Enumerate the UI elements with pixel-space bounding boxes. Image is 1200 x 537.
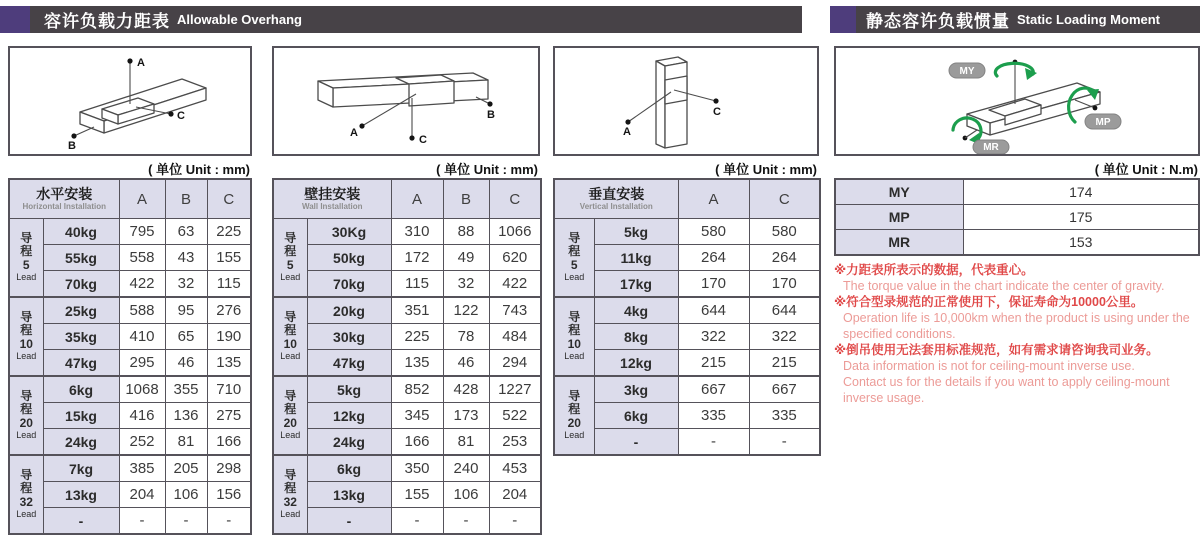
value-cell-A: - <box>119 508 165 535</box>
table-row <box>9 455 251 482</box>
lead-char: 程 <box>20 481 33 496</box>
lead-group-cell <box>273 376 307 455</box>
value-cell-C: 1066 <box>489 219 541 245</box>
vertical-installation-block <box>553 46 819 456</box>
wall-installation-table <box>272 178 542 535</box>
load-cell: - <box>594 429 678 456</box>
lead-group-cell <box>9 455 43 534</box>
static-loading-moment-block <box>834 46 1200 406</box>
table-row <box>273 482 541 508</box>
table-row <box>554 324 820 350</box>
table-row <box>554 376 820 403</box>
value-cell-B: 95 <box>165 297 207 324</box>
table-row <box>9 297 251 324</box>
value-cell-A: 115 <box>391 271 443 298</box>
header-title-en: Allowable Overhang <box>177 12 302 27</box>
value-cell-A: 166 <box>391 429 443 456</box>
lead-suffix: Lead <box>16 509 37 520</box>
table-row <box>9 271 251 298</box>
lead-char: 20 <box>19 415 33 430</box>
table-head <box>554 179 820 219</box>
value-cell-A: - <box>391 508 443 535</box>
load-cell: 25kg <box>43 297 119 324</box>
horizontal-installation-table <box>8 178 252 535</box>
header-title-en: Static Loading Moment <box>1017 12 1160 27</box>
value-cell-A: 322 <box>678 324 749 350</box>
table-title-cell <box>9 179 119 219</box>
lead-char: 程 <box>568 323 581 338</box>
table-row <box>273 324 541 350</box>
table-row <box>554 297 820 324</box>
value-cell-B: 81 <box>443 429 489 456</box>
table-row <box>554 219 820 245</box>
value-cell-B: 106 <box>443 482 489 508</box>
value-cell-A: 416 <box>119 403 165 429</box>
moment-row <box>835 179 1199 205</box>
lead-char: 导 <box>568 230 581 245</box>
header-accent-square <box>830 6 856 33</box>
value-cell-B: 49 <box>443 245 489 271</box>
value-cell-C: 743 <box>489 297 541 324</box>
value-cell-B: 46 <box>443 350 489 377</box>
value-cell-B: - <box>165 508 207 535</box>
value-cell-B: 355 <box>165 376 207 403</box>
vertical-diagram-box <box>553 46 819 156</box>
table-row <box>9 482 251 508</box>
table-head <box>273 179 541 219</box>
value-cell-A: 558 <box>119 245 165 271</box>
point-a-label: A <box>350 127 358 139</box>
moment-value-MR: 153 <box>963 230 1199 256</box>
header-row <box>273 179 541 219</box>
value-cell-A: 252 <box>119 429 165 456</box>
value-cell-C: 225 <box>207 219 251 245</box>
lead-suffix: Lead <box>16 351 37 362</box>
point-c-label: C <box>177 110 185 122</box>
table-row <box>273 455 541 482</box>
lead-char: 导 <box>568 309 581 324</box>
load-cell: 40kg <box>43 219 119 245</box>
load-cell: 12kg <box>307 403 391 429</box>
point-b-label: B <box>487 109 495 121</box>
lead-suffix: Lead <box>16 272 37 283</box>
load-cell: 24kg <box>43 429 119 456</box>
value-cell-C: 115 <box>207 271 251 298</box>
unit-label-mm: ( 单位 Unit : mm) <box>436 162 538 177</box>
lead-suffix: Lead <box>280 509 301 520</box>
point-c-label: C <box>419 134 427 146</box>
value-cell-A: 351 <box>391 297 443 324</box>
lead-group-cell <box>554 376 594 455</box>
lead-char: 10 <box>19 336 33 351</box>
load-cell: 17kg <box>594 271 678 298</box>
load-cell: 55kg <box>43 245 119 271</box>
table-row <box>9 403 251 429</box>
value-cell-B: 122 <box>443 297 489 324</box>
note-english: Operation life is 10,000km when the product is using under the specified conditions. <box>843 311 1190 341</box>
value-cell-C: 294 <box>489 350 541 377</box>
load-cell: 5kg <box>594 219 678 245</box>
table-body <box>9 219 251 535</box>
moment-mp-label: MP <box>1095 117 1111 128</box>
lead-suffix: Lead <box>16 430 37 441</box>
table-row <box>554 271 820 298</box>
value-cell-C: 190 <box>207 324 251 350</box>
value-cell-B: 173 <box>443 403 489 429</box>
value-cell-C: 422 <box>489 271 541 298</box>
lead-group-cell <box>554 219 594 298</box>
note-english: Data information is not for ceiling-mount inverse use. <box>843 359 1135 373</box>
moment-my-label: MY <box>959 66 975 77</box>
moment-label-MP: MP <box>835 205 963 230</box>
value-cell-A: 588 <box>119 297 165 324</box>
lead-char: 导 <box>284 388 297 403</box>
load-cell: 8kg <box>594 324 678 350</box>
lead-char: 导 <box>20 388 33 403</box>
note-english: The torque value in the chart indicate the center of gravity. <box>843 279 1165 293</box>
value-cell-A: 225 <box>391 324 443 350</box>
value-cell-C: - <box>749 429 820 456</box>
value-cell-A: 135 <box>391 350 443 377</box>
lead-char: 导 <box>20 230 33 245</box>
lead-char: 程 <box>284 481 297 496</box>
header-row <box>9 179 251 219</box>
moment-label-MR: MR <box>835 230 963 256</box>
lead-suffix: Lead <box>280 272 301 283</box>
value-cell-B: 136 <box>165 403 207 429</box>
value-cell-A: 335 <box>678 403 749 429</box>
header-title-cn: 容许负载力距表 <box>44 12 170 31</box>
column-header-B: B <box>443 179 489 219</box>
value-cell-B: 240 <box>443 455 489 482</box>
point-a-label: A <box>623 126 631 138</box>
value-cell-C: 335 <box>749 403 820 429</box>
unit-label-nm: ( 单位 Unit : N.m) <box>1094 162 1198 177</box>
load-cell: 7kg <box>43 455 119 482</box>
load-cell: 12kg <box>594 350 678 377</box>
load-cell: 3kg <box>594 376 678 403</box>
value-cell-C: 522 <box>489 403 541 429</box>
lead-char: 程 <box>568 402 581 417</box>
value-cell-A: 350 <box>391 455 443 482</box>
wall-installation-diagram <box>274 48 538 154</box>
table-row <box>9 508 251 535</box>
value-cell-C: 253 <box>489 429 541 456</box>
column-header-B: B <box>165 179 207 219</box>
load-cell: 4kg <box>594 297 678 324</box>
moment-value-MP: 175 <box>963 205 1199 230</box>
lead-char: 10 <box>567 336 581 351</box>
lead-char: 导 <box>20 309 33 324</box>
table-row <box>9 324 251 350</box>
value-cell-C: 298 <box>207 455 251 482</box>
value-cell-C: 204 <box>489 482 541 508</box>
vertical-installation-diagram <box>555 48 817 154</box>
lead-suffix: Lead <box>564 430 585 441</box>
lead-char: 32 <box>19 494 33 509</box>
value-cell-C: 264 <box>749 245 820 271</box>
point-c-label: C <box>713 106 721 118</box>
static-loading-moment-table <box>834 178 1200 256</box>
section-header-static-loading-moment <box>830 6 1200 33</box>
moment-row <box>835 205 1199 230</box>
load-cell: 30Kg <box>307 219 391 245</box>
lead-char: 导 <box>284 309 297 324</box>
lead-char: 5 <box>22 257 30 272</box>
note-chinese: ※符合型录规范的正常使用下，保证寿命为10000公里。 <box>834 295 1144 309</box>
value-cell-C: 276 <box>207 297 251 324</box>
value-cell-A: 580 <box>678 219 749 245</box>
moment-label-MY: MY <box>835 179 963 205</box>
value-cell-B: 63 <box>165 219 207 245</box>
value-cell-A: 795 <box>119 219 165 245</box>
value-cell-B: 32 <box>165 271 207 298</box>
value-cell-A: 155 <box>391 482 443 508</box>
lead-char: 程 <box>20 323 33 338</box>
table-row <box>9 429 251 456</box>
value-cell-C: 644 <box>749 297 820 324</box>
value-cell-C: 1227 <box>489 376 541 403</box>
column-header-A: A <box>678 179 749 219</box>
column-header-C: C <box>749 179 820 219</box>
value-cell-C: - <box>489 508 541 535</box>
value-cell-C: 135 <box>207 350 251 377</box>
value-cell-B: 205 <box>165 455 207 482</box>
moment-value-MY: 174 <box>963 179 1199 205</box>
lead-char: 程 <box>20 402 33 417</box>
load-cell: 30kg <box>307 324 391 350</box>
lead-char: 5 <box>286 257 294 272</box>
wall-diagram-box <box>272 46 540 156</box>
load-cell: 35kg <box>43 324 119 350</box>
table-title-en: Wall Installation <box>301 202 363 212</box>
column-header-A: A <box>119 179 165 219</box>
value-cell-A: 422 <box>119 271 165 298</box>
value-cell-B: 32 <box>443 271 489 298</box>
table-title-cn: 垂直安装 <box>588 186 645 203</box>
table-row <box>273 245 541 271</box>
load-cell: 20kg <box>307 297 391 324</box>
static-loading-moment-diagram <box>836 48 1198 154</box>
header-title-cn: 静态容许负载惯量 <box>866 12 1010 31</box>
value-cell-C: 667 <box>749 376 820 403</box>
value-cell-A: 385 <box>119 455 165 482</box>
load-cell: 47kg <box>307 350 391 377</box>
value-cell-A: 410 <box>119 324 165 350</box>
horizontal-installation-block <box>8 46 252 535</box>
note-chinese: ※倒吊使用无法套用标准规范，如有需求请咨询我司业务。 <box>834 343 1159 357</box>
table-title-cell <box>273 179 391 219</box>
table-row <box>9 376 251 403</box>
table-row <box>554 245 820 271</box>
value-cell-A: 264 <box>678 245 749 271</box>
load-cell: 6kg <box>594 403 678 429</box>
value-cell-A: 170 <box>678 271 749 298</box>
load-cell: 70kg <box>307 271 391 298</box>
load-cell: 50kg <box>307 245 391 271</box>
table-title-cn: 水平安装 <box>36 186 93 203</box>
load-cell: 11kg <box>594 245 678 271</box>
wall-installation-block <box>272 46 540 535</box>
table-row <box>273 219 541 245</box>
value-cell-A: - <box>678 429 749 456</box>
lead-group-cell <box>9 297 43 376</box>
value-cell-B: 106 <box>165 482 207 508</box>
column-header-C: C <box>489 179 541 219</box>
value-cell-C: 215 <box>749 350 820 377</box>
horizontal-installation-diagram <box>10 48 250 154</box>
value-cell-A: 295 <box>119 350 165 377</box>
lead-group-cell <box>273 219 307 298</box>
value-cell-C: 155 <box>207 245 251 271</box>
lead-char: 程 <box>20 244 33 259</box>
unit-label-mm: ( 单位 Unit : mm) <box>715 162 817 177</box>
lead-char: 10 <box>283 336 297 351</box>
value-cell-B: 81 <box>165 429 207 456</box>
value-cell-A: 172 <box>391 245 443 271</box>
table-head <box>9 179 251 219</box>
lead-char: 20 <box>567 415 581 430</box>
table-row <box>9 219 251 245</box>
lead-suffix: Lead <box>280 351 301 362</box>
value-cell-A: 667 <box>678 376 749 403</box>
table-row <box>273 429 541 456</box>
value-cell-C: 170 <box>749 271 820 298</box>
value-cell-A: 204 <box>119 482 165 508</box>
load-cell: 6kg <box>43 376 119 403</box>
table-row <box>273 376 541 403</box>
table-row <box>9 350 251 377</box>
load-cell: 13kg <box>43 482 119 508</box>
lead-group-cell <box>9 219 43 298</box>
value-cell-C: 275 <box>207 403 251 429</box>
table-row <box>273 403 541 429</box>
value-cell-C: 484 <box>489 324 541 350</box>
point-a-label: A <box>137 57 145 69</box>
value-cell-A: 215 <box>678 350 749 377</box>
lead-char: 程 <box>284 402 297 417</box>
load-cell: - <box>43 508 119 535</box>
value-cell-B: - <box>443 508 489 535</box>
value-cell-B: 78 <box>443 324 489 350</box>
lead-char: 导 <box>284 230 297 245</box>
lead-group-cell <box>554 297 594 376</box>
value-cell-B: 43 <box>165 245 207 271</box>
value-cell-C: 453 <box>489 455 541 482</box>
value-cell-B: 65 <box>165 324 207 350</box>
table-row <box>273 271 541 298</box>
table-title-en: Horizontal Installation <box>22 202 107 212</box>
value-cell-B: 88 <box>443 219 489 245</box>
lead-char: 程 <box>284 244 297 259</box>
table-title-en: Vertical Installation <box>579 202 653 212</box>
header-row <box>554 179 820 219</box>
value-cell-B: 428 <box>443 376 489 403</box>
value-cell-C: - <box>207 508 251 535</box>
table-row <box>273 350 541 377</box>
value-cell-C: 166 <box>207 429 251 456</box>
table-body <box>273 219 541 535</box>
value-cell-A: 852 <box>391 376 443 403</box>
table-row <box>273 297 541 324</box>
column-header-C: C <box>207 179 251 219</box>
table-row <box>273 508 541 535</box>
header-accent-square <box>0 6 30 33</box>
moment-row <box>835 230 1199 256</box>
lead-char: 导 <box>284 467 297 482</box>
value-cell-C: 322 <box>749 324 820 350</box>
table-title-cn: 壁挂安装 <box>304 186 361 203</box>
value-cell-C: 156 <box>207 482 251 508</box>
lead-char: 20 <box>283 415 297 430</box>
note-english: Contact us for the details if you want to apply ceiling-mount inverse usage. <box>843 375 1170 405</box>
value-cell-A: 345 <box>391 403 443 429</box>
value-cell-C: 710 <box>207 376 251 403</box>
value-cell-C: 620 <box>489 245 541 271</box>
lead-char: 导 <box>20 467 33 482</box>
lead-suffix: Lead <box>564 351 585 362</box>
lead-suffix: Lead <box>564 272 585 283</box>
value-cell-C: 580 <box>749 219 820 245</box>
footnotes <box>834 262 1200 406</box>
lead-group-cell <box>273 455 307 534</box>
lead-char: 32 <box>283 494 297 509</box>
moment-mr-label: MR <box>983 142 999 153</box>
lead-group-cell <box>273 297 307 376</box>
load-cell: 5kg <box>307 376 391 403</box>
value-cell-A: 310 <box>391 219 443 245</box>
lead-char: 导 <box>568 388 581 403</box>
column-header-A: A <box>391 179 443 219</box>
value-cell-A: 1068 <box>119 376 165 403</box>
lead-char: 5 <box>570 257 578 272</box>
moment-diagram-box <box>834 46 1200 156</box>
load-cell: 6kg <box>307 455 391 482</box>
section-header-allowable-overhang <box>0 6 802 33</box>
lead-char: 程 <box>284 323 297 338</box>
table-body <box>554 219 820 456</box>
table-row <box>554 429 820 456</box>
value-cell-B: 46 <box>165 350 207 377</box>
table-row <box>554 350 820 377</box>
lead-char: 程 <box>568 244 581 259</box>
lead-suffix: Lead <box>280 430 301 441</box>
note-chinese: ※力距表所表示的数据，代表重心。 <box>834 263 1034 277</box>
vertical-installation-table <box>553 178 821 456</box>
load-cell: - <box>307 508 391 535</box>
load-cell: 15kg <box>43 403 119 429</box>
moment-table-body <box>835 179 1199 255</box>
load-cell: 24kg <box>307 429 391 456</box>
horizontal-diagram-box <box>8 46 252 156</box>
load-cell: 13kg <box>307 482 391 508</box>
unit-label-mm: ( 单位 Unit : mm) <box>148 162 250 177</box>
table-row <box>9 245 251 271</box>
table-title-cell <box>554 179 678 219</box>
lead-group-cell <box>9 376 43 455</box>
load-cell: 47kg <box>43 350 119 377</box>
value-cell-A: 644 <box>678 297 749 324</box>
table-row <box>554 403 820 429</box>
load-cell: 70kg <box>43 271 119 298</box>
point-b-label: B <box>68 140 76 152</box>
